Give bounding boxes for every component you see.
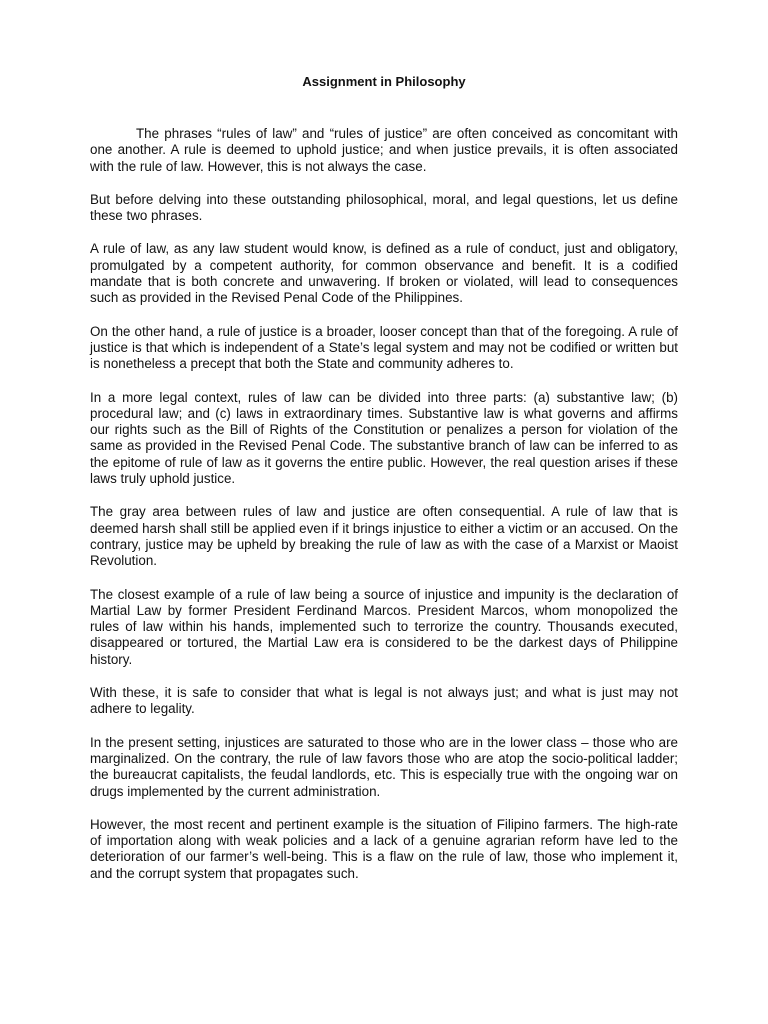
- paragraph-2: But before delving into these outstanding philosophical, moral, and legal questions, let us define these two phrases.: [90, 191, 678, 224]
- document-body: [90, 126, 678, 899]
- paragraph-5: In a more legal context, rules of law can be divided into three parts: (a) substantive law; (b) procedural law; and (c) laws in extraordinary times. Substantive law is what governs and affirms our rights such as the Bill of Rights of the Constitution or penalizes a person for violation of the same as provided in the Revised Penal Code. The substantive branch of law can be inferred to as the epitome of rule of law as it governs the entire public. However, the real question arises if these laws truly uphold justice.: [90, 389, 678, 487]
- paragraph-4: On the other hand, a rule of justice is a broader, looser concept than that of the foregoing. A rule of justice is that which is independent of a State’s legal system and may not be codified or written but is nonetheless a precept that both the State and community adheres to.: [90, 323, 678, 372]
- paragraph-6: The gray area between rules of law and justice are often consequential. A rule of law that is deemed harsh shall still be applied even if it brings injustice to either a victim or an accused. On the contrary, justice may be upheld by breaking the rule of law as with the case of a Marxist or Maoist Revolution.: [90, 504, 679, 569]
- paragraph-3: A rule of law, as any law student would know, is defined as a rule of conduct, just and obligatory, promulgated by a competent authority, for common observance and benefit. It is a codified mandate that is both concrete and unwavering. If broken or violated, will lead to consequences such as provided in the Revised Penal Code of the Philippines.: [90, 241, 678, 306]
- paragraph-8: With these, it is safe to consider that what is legal is not always just; and what is just may not adhere to legality.: [90, 685, 678, 717]
- paragraph-10: However, the most recent and pertinent example is the situation of Filipino farmers. The high-rate of importation along with weak policies and a lack of a genuine agrarian reform have led to the deterioration of our farmer’s well-being. This is a flaw on the rule of law, those who implement it, and the corrupt system that propagates such.: [90, 816, 678, 881]
- document-title: Assignment in Philosophy: [302, 74, 466, 89]
- paragraph-9: In the present setting, injustices are saturated to those who are in the lower class – those who are marginalized. On the contrary, the rule of law favors those who are atop the socio-political ladder; the bureaucrat capitalists, the feudal landlords, etc. This is especially true with the ongoing war on drugs implemented by the current administration.: [90, 734, 678, 799]
- paragraph-7: The closest example of a rule of law being a source of injustice and impunity is the declaration of Martial Law by former President Ferdinand Marcos. President Marcos, whom monopolized the rules of law within his hands, implemented such to terrorize the country. Thousands executed, disappeared or tortured, the Martial Law era is considered to be the darkest days of Philippine history.: [90, 586, 678, 667]
- paragraph-1: The phrases “rules of law” and “rules of justice” are often conceived as concomitant with one another. A rule is deemed to uphold justice; and when justice prevails, it is often associated with the rule of law. However, this is not always the case.: [90, 126, 678, 174]
